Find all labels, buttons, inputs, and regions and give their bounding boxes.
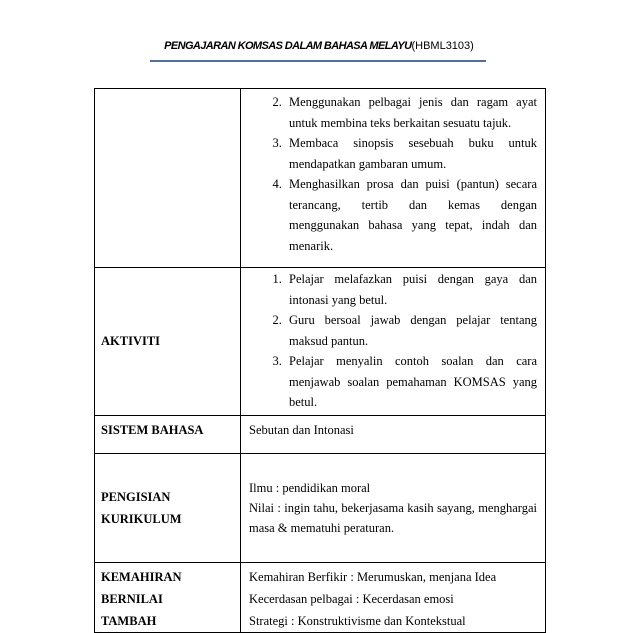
list-item: 3. Membaca sinopsis sesebuah buku untuk mendapatkan gambaran umum. <box>285 133 537 174</box>
page-header <box>0 40 638 52</box>
table-row <box>95 89 546 268</box>
row-label <box>95 453 241 562</box>
row-content <box>241 268 546 416</box>
list-item: 2. Menggunakan pelbagai jenis dan ragam ayat untuk membina teks berkaitan sesuatu tajuk. <box>285 92 537 133</box>
row-label <box>95 562 241 632</box>
content-line: Ilmu : pendidikan moral <box>249 480 371 495</box>
list-item: 3. Pelajar menyalin contoh soalan dan cara menjawab soalan pemahaman KOMSAS yang betul. <box>285 351 537 413</box>
table-row <box>95 562 546 632</box>
label-line: PENGISIAN <box>101 489 171 504</box>
row-content <box>241 562 546 632</box>
label-line: KURIKULUM <box>101 511 182 526</box>
row-content <box>241 89 546 268</box>
row-label: AKTIVITI <box>95 268 241 416</box>
row-content: Sebutan dan Intonasi <box>241 415 546 453</box>
row-label: SISTEM BAHASA <box>95 415 241 453</box>
label-line: BERNILAI <box>101 591 163 606</box>
content-line: Nilai : ingin tahu, bekerjasama kasih sayang, menghargai masa & mematuhi peraturan. <box>249 500 537 535</box>
label-line: TAMBAH <box>101 613 157 628</box>
content-line: Kemahiran Berfikir : Merumuskan, menjana Idea <box>249 569 497 584</box>
row-label <box>95 89 241 268</box>
table-row <box>95 415 546 453</box>
list-item: 2. Guru bersoal jawab dengan pelajar tentang maksud pantun. <box>285 310 537 351</box>
table-row <box>95 453 546 562</box>
lesson-plan-table <box>94 88 546 633</box>
table-row <box>95 268 546 416</box>
header-divider <box>150 60 486 62</box>
row-content <box>241 453 546 562</box>
header-course-code: (HBML3103) <box>411 40 474 52</box>
content-line: Kecerdasan pelbagai : Kecerdasan emosi <box>249 591 454 606</box>
content-line: Strategi : Konstruktivisme dan Kontekstual <box>249 613 466 628</box>
list-item: 4. Menghasilkan prosa dan puisi (pantun) secara terancang, tertib dan kemas dengan menggunakan bahasa yang tepat, indah dan menarik. <box>285 174 537 256</box>
header-title: PENGAJARAN KOMSAS DALAM BAHASA MELAYU <box>164 40 412 52</box>
list-item: 1. Pelajar melafazkan puisi dengan gaya dan intonasi yang betul. <box>285 269 537 310</box>
label-line: KEMAHIRAN <box>101 569 182 584</box>
